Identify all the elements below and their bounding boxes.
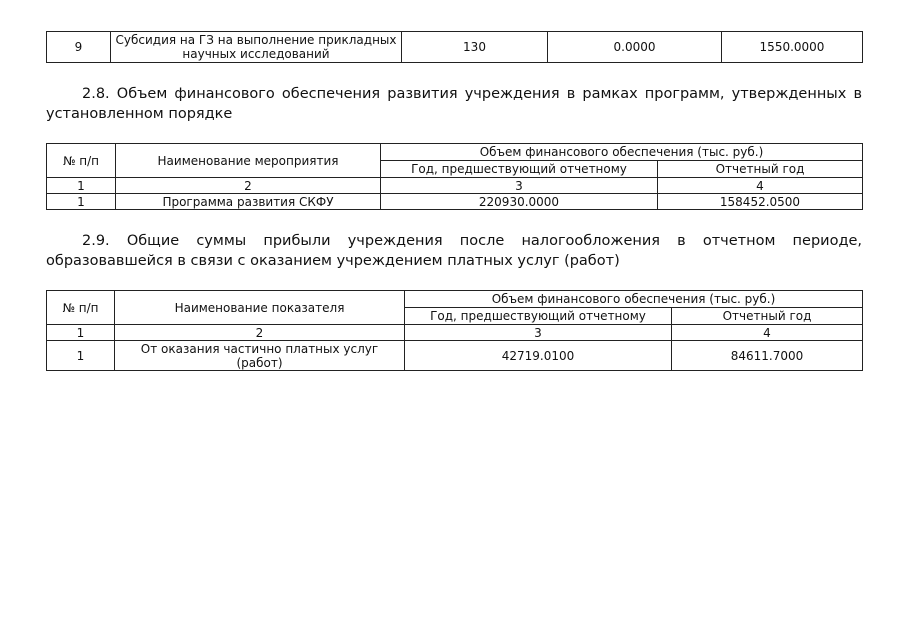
row-number: 9 [47, 32, 111, 63]
row-current-value: 158452.0500 [658, 194, 863, 210]
table-row [47, 194, 863, 210]
column-number: 2 [116, 178, 381, 194]
program-funding-table [46, 143, 863, 210]
section-2-9-heading [46, 231, 862, 271]
column-number: 1 [47, 178, 116, 194]
row-name: Программа развития СКФУ [116, 194, 381, 210]
row-number: 1 [47, 341, 115, 371]
section-text: Объем финансового обеспечения развития учреждения в рамках программ, утвержденных в установленном порядке [46, 86, 862, 122]
row-prev-value: 220930.0000 [381, 194, 658, 210]
column-number: 2 [115, 325, 405, 341]
row-value-3: 130 [402, 32, 548, 63]
header-prev-year: Год, предшествующий отчетному [405, 308, 672, 325]
row-current-value: 84611.7000 [672, 341, 863, 371]
section-number: 2.8. [82, 86, 110, 102]
section-text: Общие суммы прибыли учреждения после налогообложения в отчетном периоде, образовавшейся в связи с оказанием учреждением платных услуг (работ) [46, 233, 862, 269]
column-number-row [47, 178, 863, 194]
header-number: № п/п [47, 144, 116, 178]
section-2-8-heading [46, 84, 862, 124]
header-name: Наименование мероприятия [116, 144, 381, 178]
header-current-year: Отчетный год [658, 161, 863, 178]
section-number: 2.9. [82, 233, 110, 249]
row-number: 1 [47, 194, 116, 210]
row-name: От оказания частично платных услуг (работ) [115, 341, 405, 371]
row-value-5: 1550.0000 [722, 32, 863, 63]
column-number: 4 [658, 178, 863, 194]
subsidy-table [46, 31, 863, 63]
column-number: 3 [405, 325, 672, 341]
header-group: Объем финансового обеспечения (тыс. руб.) [381, 144, 863, 161]
column-number: 3 [381, 178, 658, 194]
table-header-row [47, 144, 863, 161]
row-prev-value: 42719.0100 [405, 341, 672, 371]
header-current-year: Отчетный год [672, 308, 863, 325]
column-number: 4 [672, 325, 863, 341]
header-number: № п/п [47, 291, 115, 325]
profit-table [46, 290, 863, 371]
header-prev-year: Год, предшествующий отчетному [381, 161, 658, 178]
table-row [47, 32, 863, 63]
table-row [47, 341, 863, 371]
header-name: Наименование показателя [115, 291, 405, 325]
header-group: Объем финансового обеспечения (тыс. руб.) [405, 291, 863, 308]
table-header-row [47, 291, 863, 308]
row-name: Субсидия на ГЗ на выполнение прикладных научных исследований [111, 32, 402, 63]
column-number-row [47, 325, 863, 341]
row-value-4: 0.0000 [548, 32, 722, 63]
column-number: 1 [47, 325, 115, 341]
